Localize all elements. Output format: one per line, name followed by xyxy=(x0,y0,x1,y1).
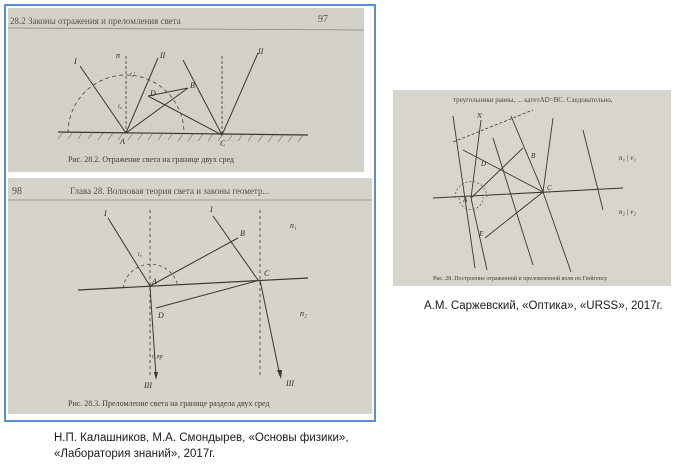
photo-refraction-figure xyxy=(8,178,372,414)
label-III: III xyxy=(144,381,152,390)
figure-caption: Рис. 28.2. Отражение света на границе двух сред xyxy=(68,155,234,164)
label-n2: n₂ xyxy=(300,309,307,318)
label-E: E xyxy=(479,230,484,238)
label-B: B xyxy=(190,81,195,90)
label-ipr: i_пр xyxy=(152,354,163,360)
label-A: A xyxy=(120,137,125,146)
label-D: D xyxy=(150,89,156,98)
caption-left-line2: «Лаборатория знаний», 2017г. xyxy=(54,448,216,460)
label-N: N xyxy=(477,112,482,120)
label-i0: i₀ xyxy=(138,252,142,258)
label-B: B xyxy=(531,152,536,160)
figure-caption: Рис. 28.3. Преломление света на границе раздела двух сред xyxy=(68,399,270,408)
label-D: D xyxy=(158,311,164,320)
reflection-figure-svg xyxy=(8,8,364,172)
huygens-figure-svg xyxy=(393,90,671,286)
label-II-right: II xyxy=(258,47,264,56)
page-header: Глава 28. Волновая теория света и законы геометр... xyxy=(70,186,270,196)
label-i0: i₀ xyxy=(118,104,122,110)
label-D: D xyxy=(481,160,487,168)
label-n: n xyxy=(116,51,120,60)
caption-left-line1: Н.П. Калашников, М.А. Смондырев, «Основы физики», xyxy=(54,432,349,444)
label-B: B xyxy=(240,229,245,238)
label-II: II xyxy=(160,51,166,60)
page-number: 98 xyxy=(12,186,22,197)
label-III-right: III xyxy=(286,379,294,388)
label-A: A xyxy=(152,277,157,286)
label-i0-prime: i₀' xyxy=(130,72,136,78)
label-n1: n₁ xyxy=(290,221,297,230)
label-n1v1: n₁ | v₁ xyxy=(619,154,636,162)
page-number: 97 xyxy=(318,14,328,25)
refraction-figure-svg xyxy=(8,178,372,414)
label-I-mid: I xyxy=(210,205,213,214)
caption-left xyxy=(54,430,374,462)
label-I: I xyxy=(104,209,107,218)
label-n2v2: n₂ | v₂ xyxy=(619,208,636,216)
caption-right: А.М. Саржевский, «Оптика», «URSS», 2017г. xyxy=(424,300,663,312)
label-C: C xyxy=(264,269,270,278)
page-header: 28.2 Законы отражения и преломления света xyxy=(10,16,181,26)
photo-reflection-figure xyxy=(8,8,364,172)
label-C: C xyxy=(547,184,552,192)
figure-caption: Рис. 28. Построение отраженной и преломленной волн по Гюйгенсу xyxy=(433,276,608,282)
page-top-text: треугольники равны, ... катетAD=BC. Следовательно, xyxy=(453,96,613,104)
label-A: A xyxy=(463,196,468,204)
label-I: I xyxy=(74,57,77,66)
photo-huygens-figure xyxy=(393,90,671,286)
label-C: C xyxy=(220,139,226,148)
